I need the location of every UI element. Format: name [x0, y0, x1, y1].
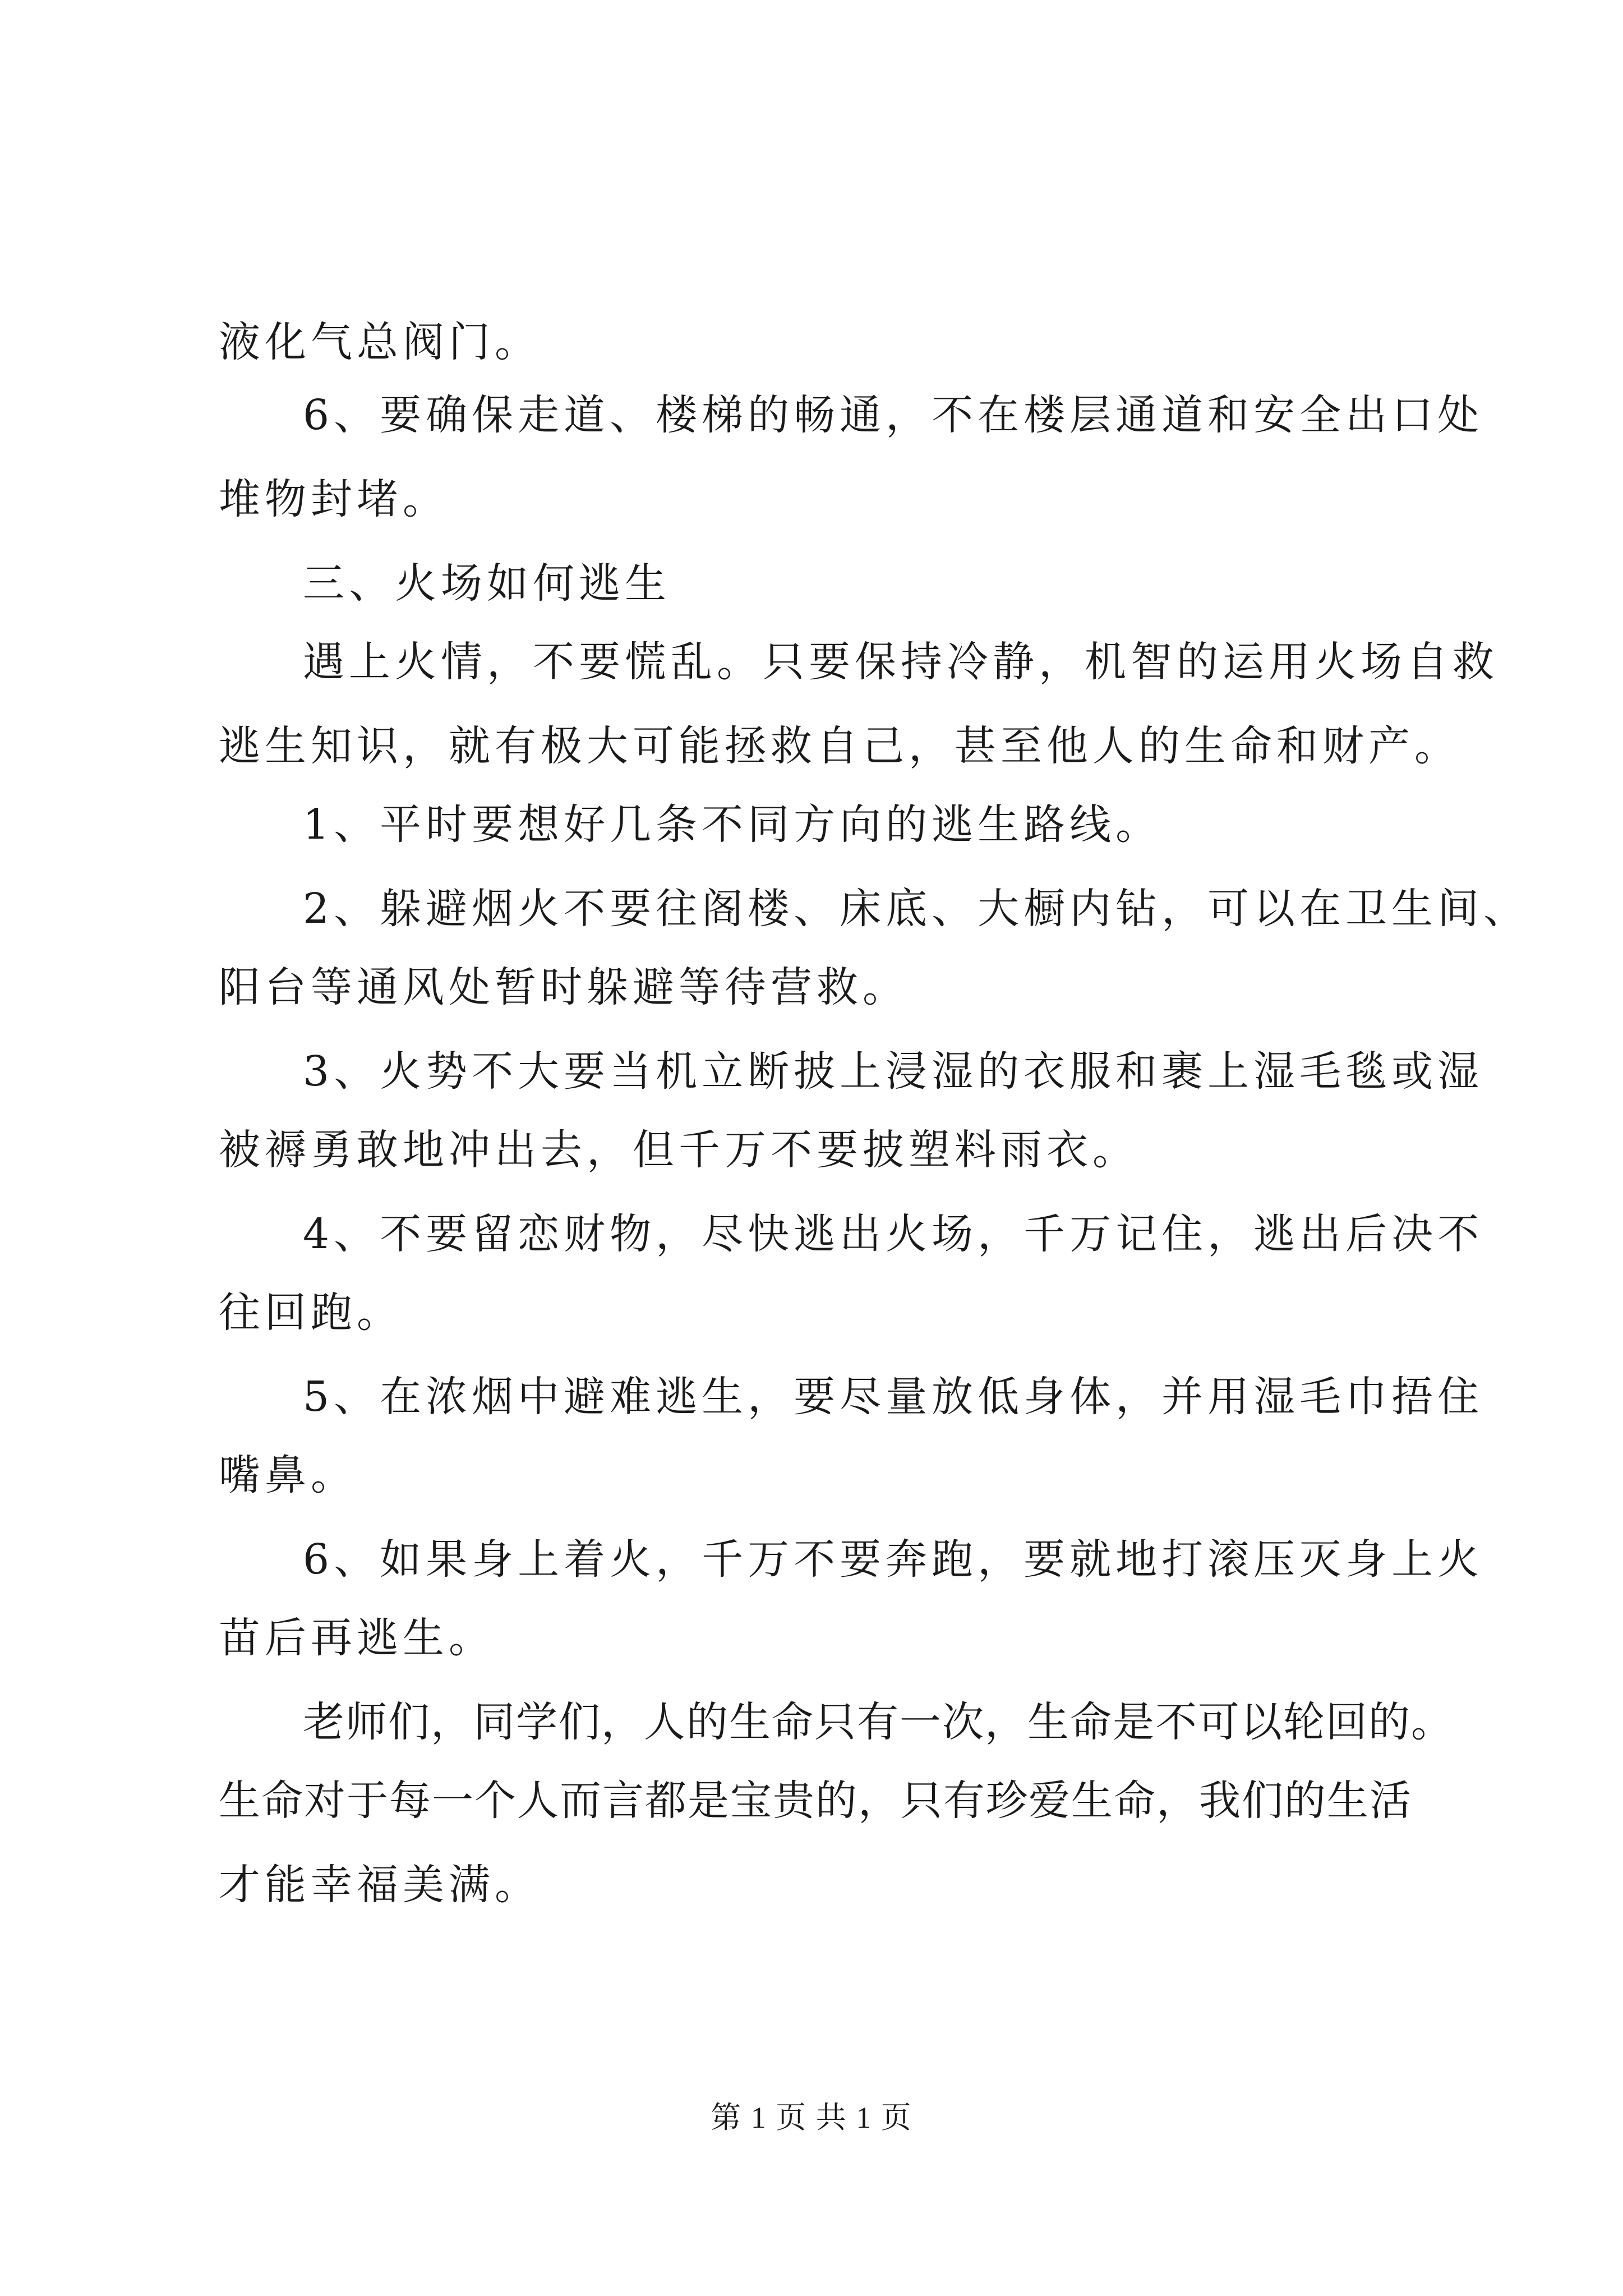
- body-line: 苗后再逃生。: [219, 1614, 495, 1662]
- body-line: 液化气总阀门。: [219, 318, 541, 366]
- list-item-1: 1、平时要想好几条不同方向的逃生路线。: [303, 800, 1162, 849]
- closing-paragraph-line: 生命对于每一个人而言都是宝贵的，只有珍爱生命，我们的生活: [219, 1777, 1412, 1825]
- paragraph-line: 遇上火情，不要慌乱。只要保持冷静，机智的运用火场自救: [303, 638, 1498, 686]
- list-item-4: 4、不要留恋财物，尽快逃出火场，千万记住，逃出后决不: [303, 1210, 1484, 1258]
- body-line: 阳台等通风处暂时躲避等待营救。: [219, 963, 909, 1011]
- body-line: 嘴鼻。: [219, 1451, 357, 1499]
- body-line: 往回跑。: [219, 1289, 403, 1337]
- list-item-6: 6、要确保走道、楼梯的畅通，不在楼层通道和安全出口处: [303, 391, 1484, 439]
- section-heading: 三、火场如何逃生: [303, 559, 671, 608]
- paragraph-line: 逃生知识，就有极大可能拯救自己，甚至他人的生命和财产。: [219, 722, 1460, 770]
- list-item-3: 3、火势不大要当机立断披上浸湿的衣服和裹上湿毛毯或湿: [303, 1047, 1484, 1096]
- list-item-5: 5、在浓烟中避难逃生，要尽量放低身体，并用湿毛巾捂住: [303, 1373, 1484, 1421]
- page-number-footer: 第 1 页 共 1 页: [711, 2101, 912, 2134]
- list-item-2: 2、躲避烟火不要往阁楼、床底、大橱内钻，可以在卫生间、: [303, 885, 1530, 933]
- closing-paragraph-line: 才能幸福美满。: [219, 1861, 541, 1909]
- list-item-6b: 6、如果身上着火，千万不要奔跑，要就地打滚压灭身上火: [303, 1535, 1484, 1584]
- closing-paragraph-line: 老师们，同学们，人的生命只有一次，生命是不可以轮回的。: [303, 1698, 1454, 1746]
- body-line: 堆物封堵。: [219, 475, 449, 523]
- body-line: 被褥勇敢地冲出去，但千万不要披塑料雨衣。: [219, 1126, 1138, 1174]
